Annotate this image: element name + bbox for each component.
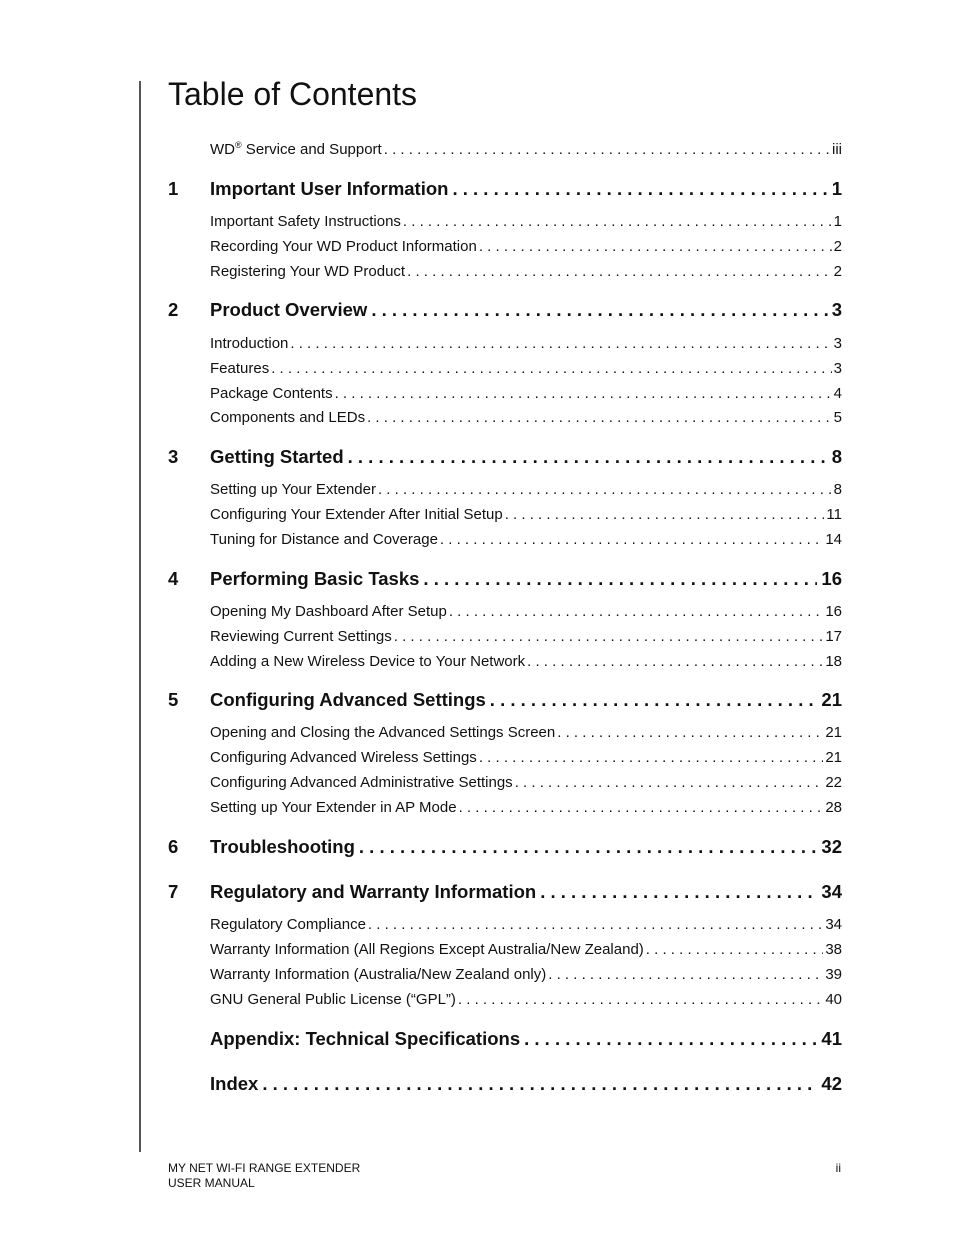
dot-leader [407,263,832,280]
toc-chapter-6[interactable] [168,836,842,862]
chapter-number: 6 [168,836,179,857]
toc-page-number: 3 [833,360,842,377]
dot-leader [262,1073,817,1095]
toc-page-number: 2 [833,238,842,255]
chapter-title: Regulatory and Warranty Information [210,881,537,902]
dot-leader [271,360,831,377]
chapter-number: 3 [168,446,179,467]
toc-entry[interactable] [210,263,842,283]
dot-leader [458,991,823,1008]
toc-page-number: 34 [825,916,842,933]
toc-entry[interactable] [210,506,842,526]
toc-entry[interactable] [210,409,842,429]
chapter-title: Performing Basic Tasks [210,568,420,589]
dot-leader [367,409,832,426]
dot-leader [368,916,823,933]
dot-leader [479,238,832,255]
dot-leader [646,941,824,958]
toc-page-number: 3 [831,299,842,320]
toc-entry-title: Setting up Your Extender [210,481,376,498]
toc-entry[interactable] [210,991,842,1011]
chapter-title: Important User Information [210,178,449,199]
toc-chapter-2[interactable] [168,299,842,325]
toc-entry-title: Setting up Your Extender in AP Mode [210,799,457,816]
toc-entry-title: Reviewing Current Settings [210,628,392,645]
page-title: Table of Contents [168,76,418,112]
toc-page-number: 8 [831,446,842,467]
chapter-number: 5 [168,689,179,710]
footer-page-number: ii [835,1161,841,1175]
toc-entry[interactable] [210,213,842,233]
toc-page-number: 38 [825,941,842,958]
dot-leader [394,628,824,645]
toc-page-number: 42 [821,1073,842,1094]
toc-page-number: 28 [825,799,842,816]
toc-entry-title: Configuring Advanced Wireless Settings [210,749,477,766]
chapter-title: Product Overview [210,299,368,320]
toc-entry-title: Package Contents [210,385,333,402]
dot-leader [540,881,817,903]
toc-page-number: 17 [825,628,842,645]
toc-entry-title: Registering Your WD Product [210,263,406,280]
toc-entry[interactable] [210,531,842,551]
chapter-title: Troubleshooting [210,836,355,857]
toc-entry-title: Tuning for Distance and Coverage [210,531,438,548]
footer-product-name: MY NET WI-FI RANGE EXTENDER [168,1161,361,1175]
toc-entry[interactable] [210,724,842,744]
toc-entry[interactable] [210,628,842,648]
dot-leader [403,213,832,230]
dot-leader [527,653,823,670]
toc-page-number: 21 [821,689,842,710]
chapter-number: 1 [168,178,179,199]
dot-leader [490,689,818,711]
chapter-number: 7 [168,881,179,902]
toc-entry-title: Configuring Your Extender After Initial Setup [210,506,503,523]
chapter-number: 2 [168,299,179,320]
toc-entry-title: Opening and Closing the Advanced Settings Screen [210,724,556,741]
toc-entry-title: Components and LEDs [210,409,366,426]
toc-entry[interactable] [210,774,842,794]
margin-rule [139,81,141,1152]
chapter-title: Getting Started [210,446,344,467]
toc-entry-title: Opening My Dashboard After Setup [210,603,447,620]
toc-page-number: 16 [825,603,842,620]
toc-page-number: 21 [825,749,842,766]
toc-entry-title: Recording Your WD Product Information [210,238,477,255]
chapter-title: Appendix: Technical Specifications [210,1028,521,1049]
dot-leader [505,506,825,523]
dot-leader [359,836,818,858]
toc-page-number: 32 [821,836,842,857]
toc-page-number: 3 [833,335,842,352]
toc-index[interactable] [210,1073,842,1099]
toc-chapter-4[interactable] [168,568,842,594]
chapter-number: 4 [168,568,179,589]
toc-entry-title: Warranty Information (All Regions Except Australia/New Zealand) [210,941,644,958]
dot-leader [378,481,832,498]
toc-entry[interactable] [210,653,842,673]
toc-chapter-1[interactable] [168,178,842,204]
toc-entry-title: Adding a New Wireless Device to Your Network [210,653,526,670]
toc-entry-title: Important Safety Instructions [210,213,401,230]
toc-page-number: 11 [826,506,842,523]
toc-entry-title: Introduction [210,335,289,352]
toc-page-number: 21 [825,724,842,741]
toc-page-number: 16 [821,568,842,589]
toc-page-number: 40 [825,991,842,1008]
toc-page-number: 8 [833,481,842,498]
dot-leader [452,178,827,200]
toc-entry-title: WD® Service and Support [210,140,382,158]
toc-chapter-3[interactable] [168,446,842,472]
toc-entry-title: Warranty Information (Australia/New Zealand only) [210,966,547,983]
toc-page-number: 18 [825,653,842,670]
toc-page-number: 4 [833,385,842,402]
chapter-title: Index [210,1073,259,1094]
dot-leader [449,603,824,620]
toc-chapter-7[interactable] [168,881,842,907]
toc-entry[interactable] [210,360,842,380]
toc-entry-title: GNU General Public License (“GPL”) [210,991,456,1008]
toc-entry-title: Configuring Advanced Administrative Settings [210,774,513,791]
footer-doc-type: USER MANUAL [168,1176,255,1190]
dot-leader [515,774,824,791]
dot-leader [348,446,828,468]
toc-page-number: iii [832,141,842,158]
toc-entry[interactable] [210,941,842,961]
dot-leader [371,299,827,321]
toc-entry[interactable] [210,916,842,936]
dot-leader [557,724,823,741]
toc-entry[interactable] [210,799,842,819]
toc-page-number: 14 [825,531,842,548]
dot-leader [479,749,824,766]
toc-page-number: 5 [833,409,842,426]
toc-page-number: 1 [831,178,842,199]
toc-chapter-5[interactable] [168,689,842,715]
toc-page-number: 34 [821,881,842,902]
dot-leader [290,335,831,352]
toc-entry-title: Features [210,360,270,377]
toc-entry[interactable] [210,603,842,623]
toc-page-number: 22 [825,774,842,791]
toc-page-number: 1 [833,213,842,230]
toc-page-number: 41 [821,1028,842,1049]
dot-leader [335,385,832,402]
dot-leader [384,141,830,158]
dot-leader [459,799,824,816]
toc-entry[interactable] [210,966,842,986]
toc-entry[interactable] [210,481,842,501]
dot-leader [423,568,817,590]
toc-appendix[interactable] [210,1028,842,1054]
toc-entry[interactable] [210,385,842,405]
toc-page-number: 39 [825,966,842,983]
dot-leader [440,531,823,548]
dot-leader [524,1028,817,1050]
toc-entry[interactable] [210,238,842,258]
toc-entry-service-support[interactable] [210,141,842,161]
footer [168,1161,360,1191]
dot-leader [548,966,823,983]
toc-entry[interactable] [210,749,842,769]
toc-entry-title: Regulatory Compliance [210,916,366,933]
chapter-title: Configuring Advanced Settings [210,689,486,710]
toc-page-number: 2 [833,263,842,280]
toc-entry[interactable] [210,335,842,355]
